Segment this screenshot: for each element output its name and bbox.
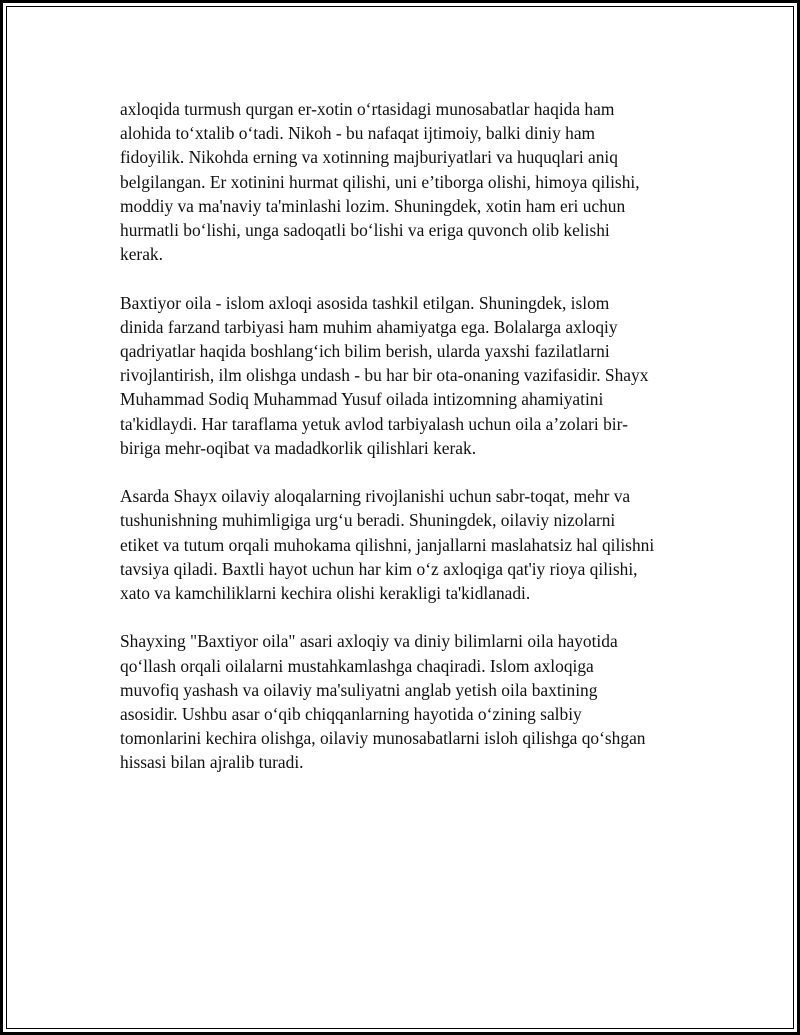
document-body — [120, 97, 695, 799]
paragraph-conclusion: Shayxing "Baxtiyor oila" asari axloqiy va diniy bilimlarni oila hayotida qo‘llash orqali oilalarni mustahkamlashga chaqiradi. Islom axloqiga muvofiq yashash va oilaviy ma'suliyatni anglab yetish oila baxtining asosidir. Ushbu asar o‘qib chiqqanlarning hayotida o‘zining salbiy tomonlarini kechira olishga, oilaviy munosabatlarni isloh qilishga qo‘shgan hissasi bilan ajralib turadi. — [120, 631, 646, 773]
paragraph-family-relations: Asarda Shayx oilaviy aloqalarning rivojlanishi uchun sabr-toqat, mehr va tushunishning muhimligiga urg‘u beradi. Shuningdek, oilaviy nizolarni etiket va tutum orqali muhokama qilishni, janjallarni maslahatsiz hal qilishni tavsiya qiladi. Baxtli hayot uchun har kim o‘z axloqiga qat'iy rioya qilishi, xato va kamchiliklarni kechira olishi kerakligi ta'kidlanadi. — [120, 486, 655, 604]
paragraph-child-upbringing: Baxtiyor oila - islom axloqi asosida tashkil etilgan. Shuningdek, islom dinida farzand tarbiyasi ham muhim ahamiyatga ega. Bolalarga axloqiy qadriyatlar haqida boshlang‘ich bilim berish, ularda yaxshi fazilatlarni rivojlantirish, ilm olishga undash - bu har bir ota-onaning vazifasidir. Shayx Muhammad Sodiq Muhammad Yusuf oilada intizomning ahamiyatini ta'kidlaydi. Har taraflama yetuk avlod tarbiyalash uchun oila a’zolari bir- biriga mehr-oqibat va madadkorlik qilishlari kerak. — [120, 292, 649, 458]
paragraph-marriage-duties: axloqida turmush qurgan er-xotin o‘rtasidagi munosabatlar haqida ham alohida to‘xtalib o‘tadi. Nikoh - bu nafaqat ijtimoiy, balki diniy ham fidoyilik. Nikohda erning va xotinning majburiyatlari va huquqlari aniq belgilangan. Er xotinini hurmat qilishi, uni e’tiborga olishi, himoya qilishi, moddiy va ma'naviy ta'minlashi lozim. Shuningdek, xotin ham eri uchun hurmatli bo‘lishi, unga sadoqatli bo‘lishi va eriga quvonch olib kelishi kerak. — [120, 99, 640, 265]
